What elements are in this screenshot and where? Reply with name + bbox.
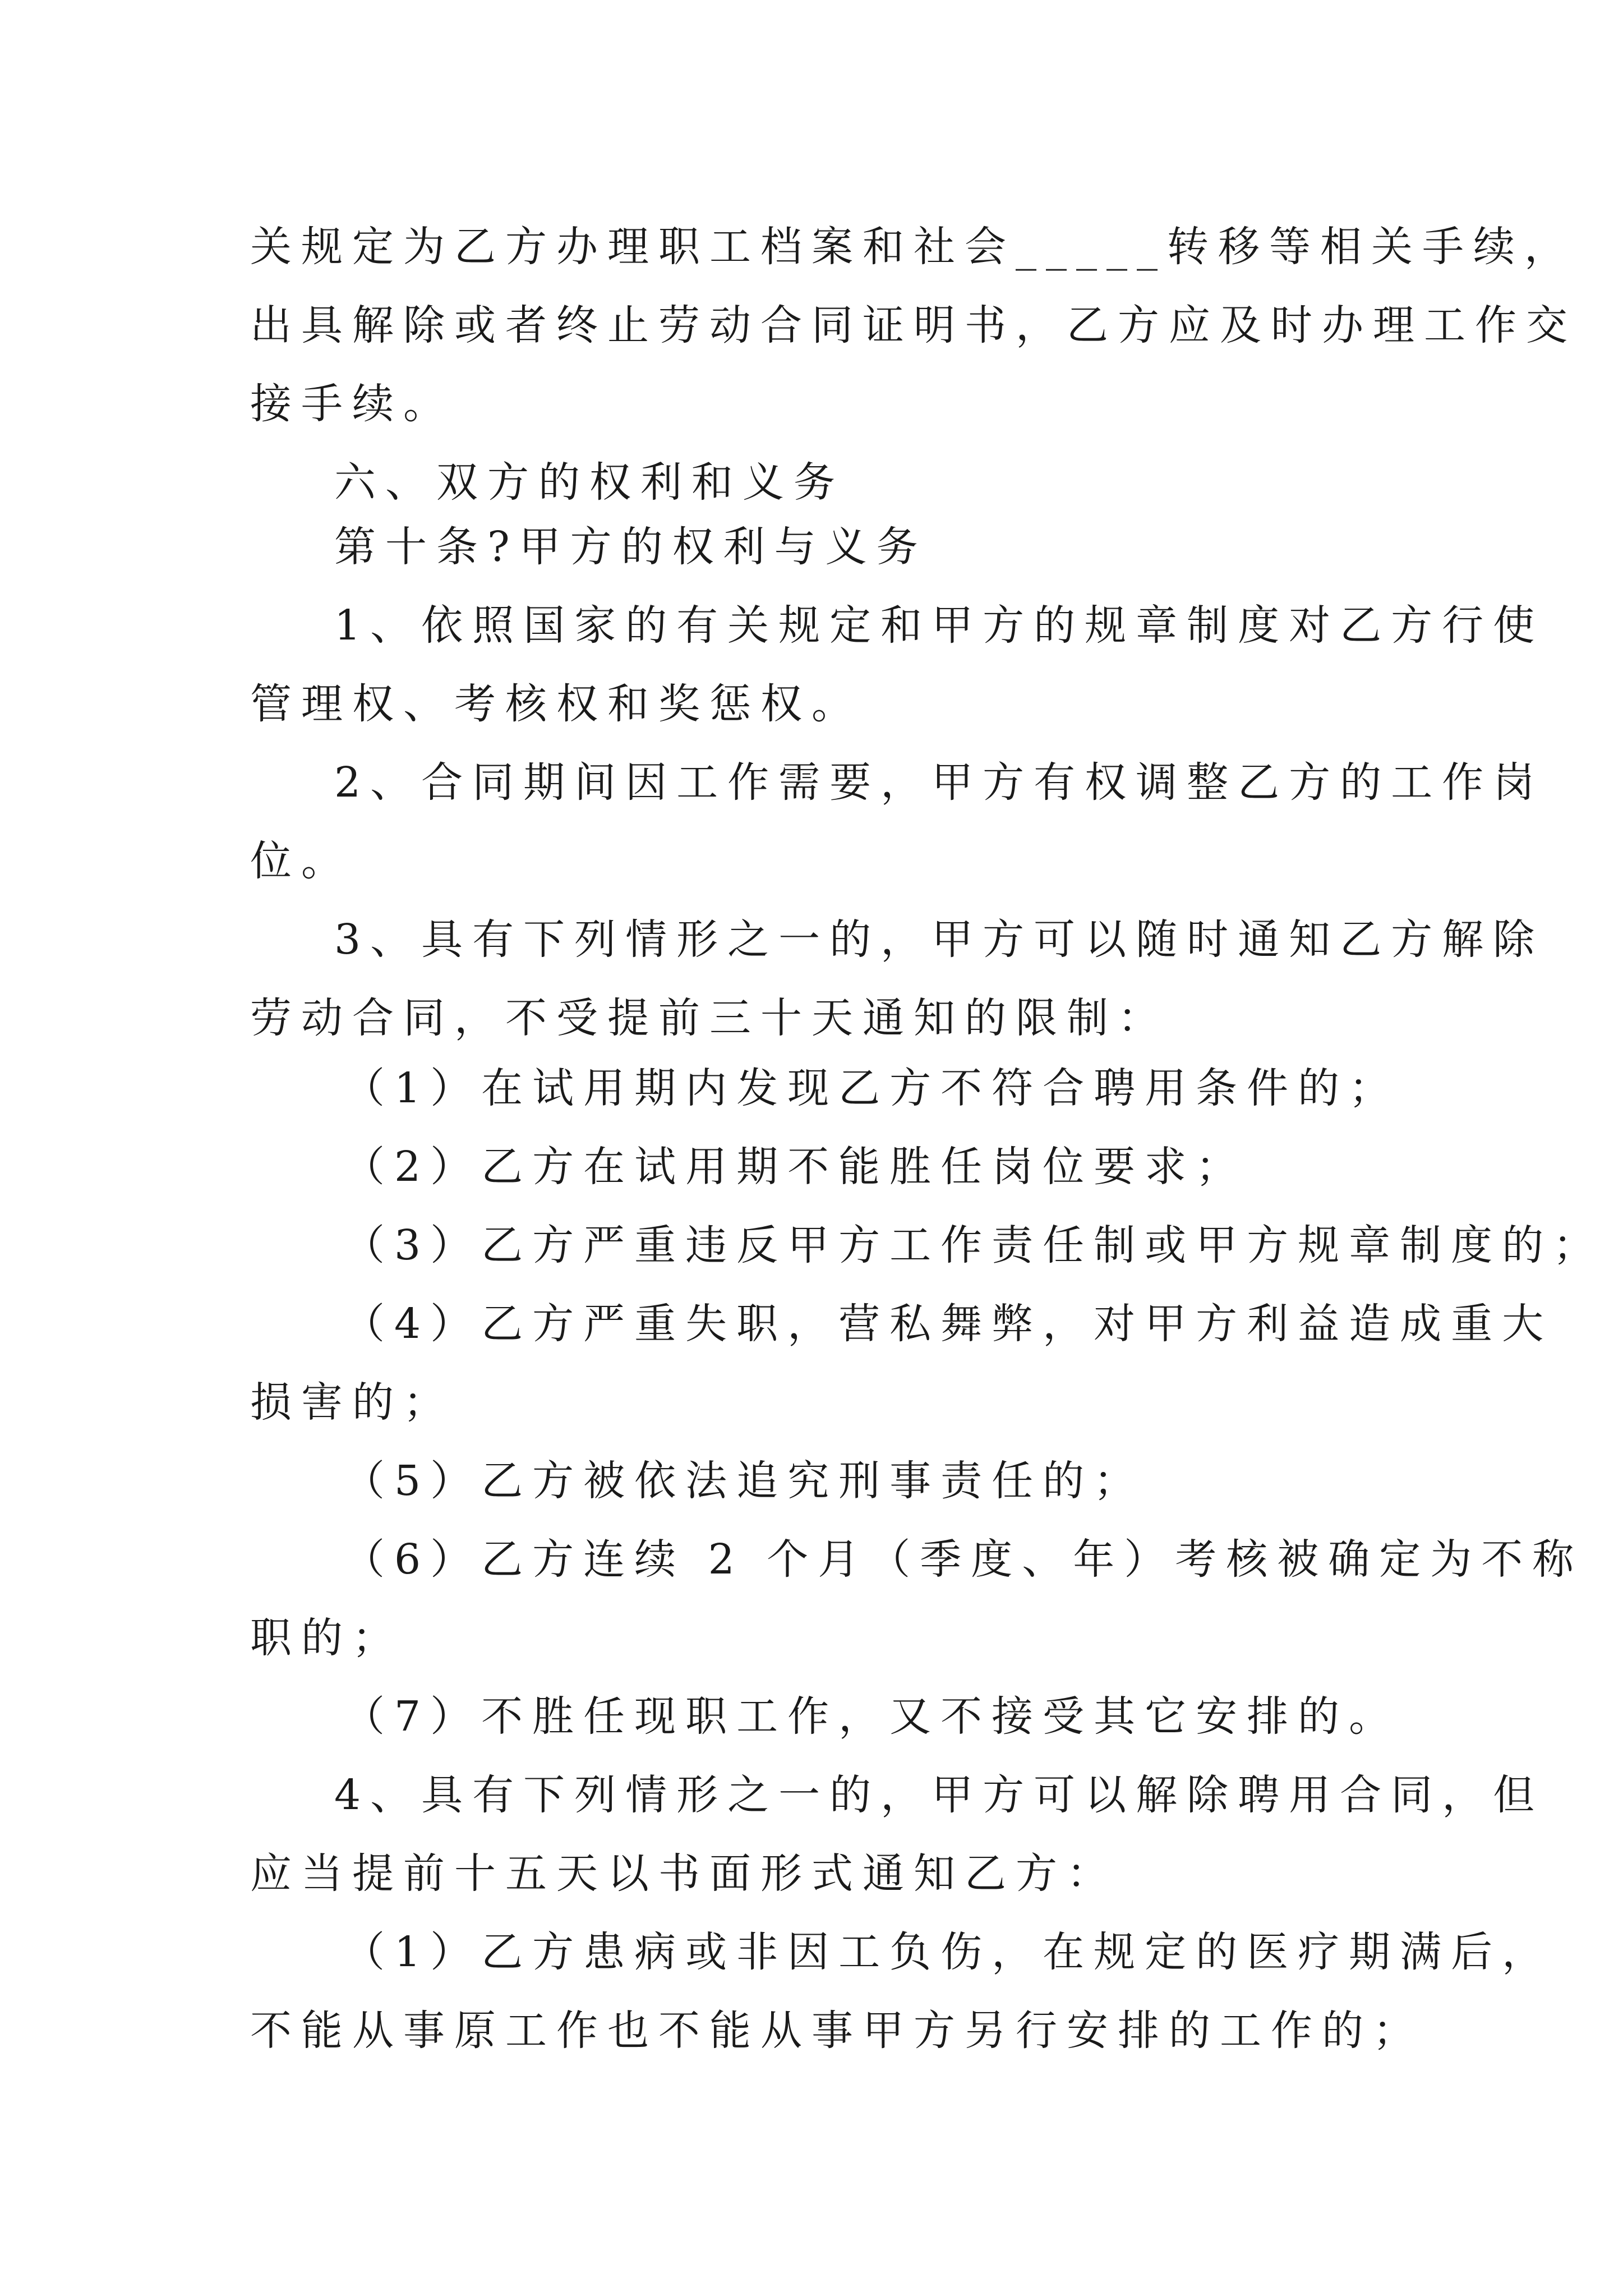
paragraph-line: 关规定为乙方办理职工档案和社会_____转移等相关手续， <box>250 223 1575 271</box>
list-item: （6）乙方连续 2 个月（季度、年）考核被确定为不称 <box>343 1535 1584 1584</box>
paragraph-line: 接手续。 <box>250 380 454 428</box>
paragraph-line: 位。 <box>250 837 352 885</box>
list-item: （7）不胜任现职工作，又不接受其它安排的。 <box>343 1692 1400 1741</box>
paragraph-line: 4、具有下列情形之一的，甲方可以解除聘用合同，但 <box>334 1771 1544 1819</box>
paragraph-line: 3、具有下列情形之一的，甲方可以随时通知乙方解除 <box>334 915 1544 964</box>
paragraph-line: 损害的； <box>250 1378 454 1427</box>
list-item: （3）乙方严重违反甲方工作责任制或甲方规章制度的； <box>343 1221 1604 1269</box>
paragraph-line: 职的； <box>250 1614 403 1662</box>
list-item: （2）乙方在试用期不能胜任岗位要求； <box>343 1143 1247 1191</box>
list-item: （5）乙方被依法追究刑事责任的； <box>343 1457 1145 1505</box>
paragraph-line: 不能从事原工作也不能从事甲方另行安排的工作的； <box>250 2007 1424 2055</box>
article-heading: 第十条?甲方的权利与义务 <box>334 523 928 571</box>
list-item: （1）在试用期内发现乙方不符合聘用条件的； <box>343 1064 1400 1112</box>
paragraph-line: 2、合同期间因工作需要，甲方有权调整乙方的工作岗 <box>334 758 1544 807</box>
list-item: （1）乙方患病或非因工负伤，在规定的医疗期满后， <box>343 1928 1553 1976</box>
paragraph-line: 管理权、考核权和奖惩权。 <box>250 680 863 728</box>
list-item: （4）乙方严重失职，营私舞弊，对甲方利益造成重大 <box>343 1300 1553 1348</box>
paragraph-line: 1、依照国家的有关规定和甲方的规章制度对乙方行使 <box>334 601 1544 650</box>
paragraph-line: 出具解除或者终止劳动合同证明书，乙方应及时办理工作交 <box>250 301 1577 349</box>
paragraph-line: 劳动合同，不受提前三十天通知的限制： <box>250 994 1169 1042</box>
section-heading: 六、双方的权利和义务 <box>334 458 845 507</box>
paragraph-line: 应当提前十五天以书面形式通知乙方： <box>250 1849 1118 1898</box>
